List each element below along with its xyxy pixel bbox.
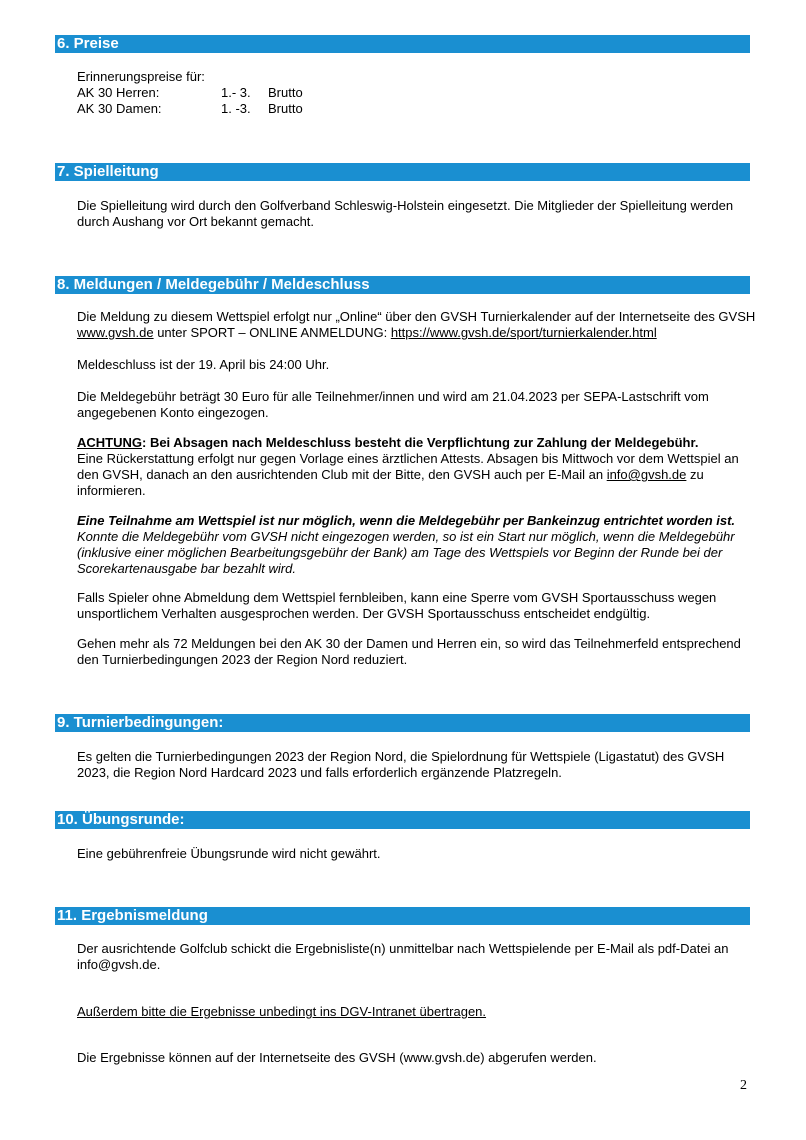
turnierbedingungen-text: Es gelten die Turnierbedingungen 2023 der Region Nord, die Spielordnung für Wettspiele (Ligastatut) des GVSH 2023, die Region Nord Hardcard 2023 und falls erforderlich ergänzende Platzregeln. bbox=[77, 749, 725, 780]
achtung-paragraph bbox=[77, 435, 757, 499]
prizes-intro: Erinnerungspreise für: bbox=[77, 69, 205, 84]
achtung-end: zu informieren. bbox=[77, 467, 704, 498]
meldung-text-2: unter SPORT – ONLINE ANMELDUNG: bbox=[153, 325, 391, 340]
meldung-paragraph bbox=[77, 309, 757, 341]
teilnehmerfeld-text: Gehen mehr als 72 Meldungen bei den AK 30 der Damen und Herren ein, so wird das Teilnehmerfeld entsprechend den Turnierbedingungen 2023 der Region Nord reduziert. bbox=[77, 636, 741, 667]
ergebnisse-abrufen-text: Die Ergebnisse können auf der Internetseite des GVSH (www.gvsh.de) abgerufen werden. bbox=[77, 1050, 597, 1065]
prize-label: AK 30 Herren: bbox=[77, 85, 160, 100]
gvsh-website-link[interactable]: www.gvsh.de bbox=[77, 325, 154, 340]
section-8-heading: 8. Meldungen / Meldegebühr / Meldeschluss bbox=[55, 276, 750, 294]
prize-type: Brutto bbox=[268, 85, 303, 100]
page-number: 2 bbox=[740, 1078, 747, 1093]
section-6-heading: 6. Preise bbox=[55, 35, 750, 53]
section-9-heading: 9. Turnierbedingungen: bbox=[55, 714, 750, 732]
prize-label: AK 30 Damen: bbox=[77, 101, 162, 116]
meldegebuehr-text: Die Meldegebühr beträgt 30 Euro für alle Teilnehmer/innen und wird am 21.04.2023 per SEPA-Lastschrift vom angegebenen Konto eingezogen. bbox=[77, 389, 709, 420]
prize-rank: 1. -3. bbox=[221, 101, 251, 116]
uebungsrunde-text: Eine gebührenfreie Übungsrunde wird nicht gewährt. bbox=[77, 846, 381, 861]
teilnahme-paragraph bbox=[77, 513, 757, 577]
ergebnismeldung-text: Der ausrichtende Golfclub schickt die Ergebnisliste(n) unmittelbar nach Wettspielende per E-Mail als pdf-Datei an info@gvsh.de. bbox=[77, 941, 729, 972]
prize-type: Brutto bbox=[268, 101, 303, 116]
meldeschluss-text: Meldeschluss ist der 19. April bis 24:00 Uhr. bbox=[77, 357, 330, 372]
dgv-intranet-text: Außerdem bitte die Ergebnisse unbedingt ins DGV-Intranet übertragen. bbox=[77, 1004, 487, 1019]
prize-rank: 1.- 3. bbox=[221, 85, 251, 100]
achtung-bold-text: : Bei Absagen nach Meldeschluss besteht die Verpflichtung zur Zahlung der Meldegebühr. bbox=[142, 435, 699, 450]
section-7-heading: 7. Spielleitung bbox=[55, 163, 750, 181]
spielleitung-text: Die Spielleitung wird durch den Golfverband Schleswig-Holstein eingesetzt. Die Mitglieder der Spielleitung werden durch Aushang vor Ort bekannt gemacht. bbox=[77, 198, 734, 229]
info-email-link[interactable]: info@gvsh.de bbox=[606, 467, 687, 482]
achtung-text: Eine Rückerstattung erfolgt nur gegen Vorlage eines ärztlichen Attests. Absagen bis Mittwoch vor dem Wettspiel an den GVSH, danach an den ausrichtenden Club mit der Bitte, den GVSH auch per E-Mail an bbox=[77, 451, 739, 482]
teilnahme-bold: Eine Teilnahme am Wettspiel ist nur möglich, wenn die Meldegebühr per Bankeinzug entrichtet worden ist. bbox=[77, 513, 736, 528]
turnierkalender-link[interactable]: https://www.gvsh.de/sport/turnierkalender.html bbox=[390, 325, 657, 340]
achtung-label: ACHTUNG bbox=[77, 435, 142, 450]
meldung-text: Die Meldung zu diesem Wettspiel erfolgt nur „Online“ über den GVSH Turnierkalender auf der Internetseite des GVSH bbox=[77, 309, 756, 324]
section-11-heading: 11. Ergebnismeldung bbox=[55, 907, 750, 925]
section-10-heading: 10. Übungsrunde: bbox=[55, 811, 750, 829]
teilnahme-italic: Konnte die Meldegebühr vom GVSH nicht eingezogen werden, so ist ein Start nur möglich, wenn die Meldegebühr (inklusive einer möglichen Bearbeitungsgebühr der Bank) am Tage des Wettspiels vor Beginn der Runde bei der Scorekartenausgabe bar bezahlt wird. bbox=[77, 529, 735, 576]
sperre-text: Falls Spieler ohne Abmeldung dem Wettspiel fernbleiben, kann eine Sperre vom GVSH Sportausschuss wegen unsportlichem Verhalten ausgesprochen werden. Der GVSH Sportausschuss entscheidet endgültig. bbox=[77, 590, 717, 621]
